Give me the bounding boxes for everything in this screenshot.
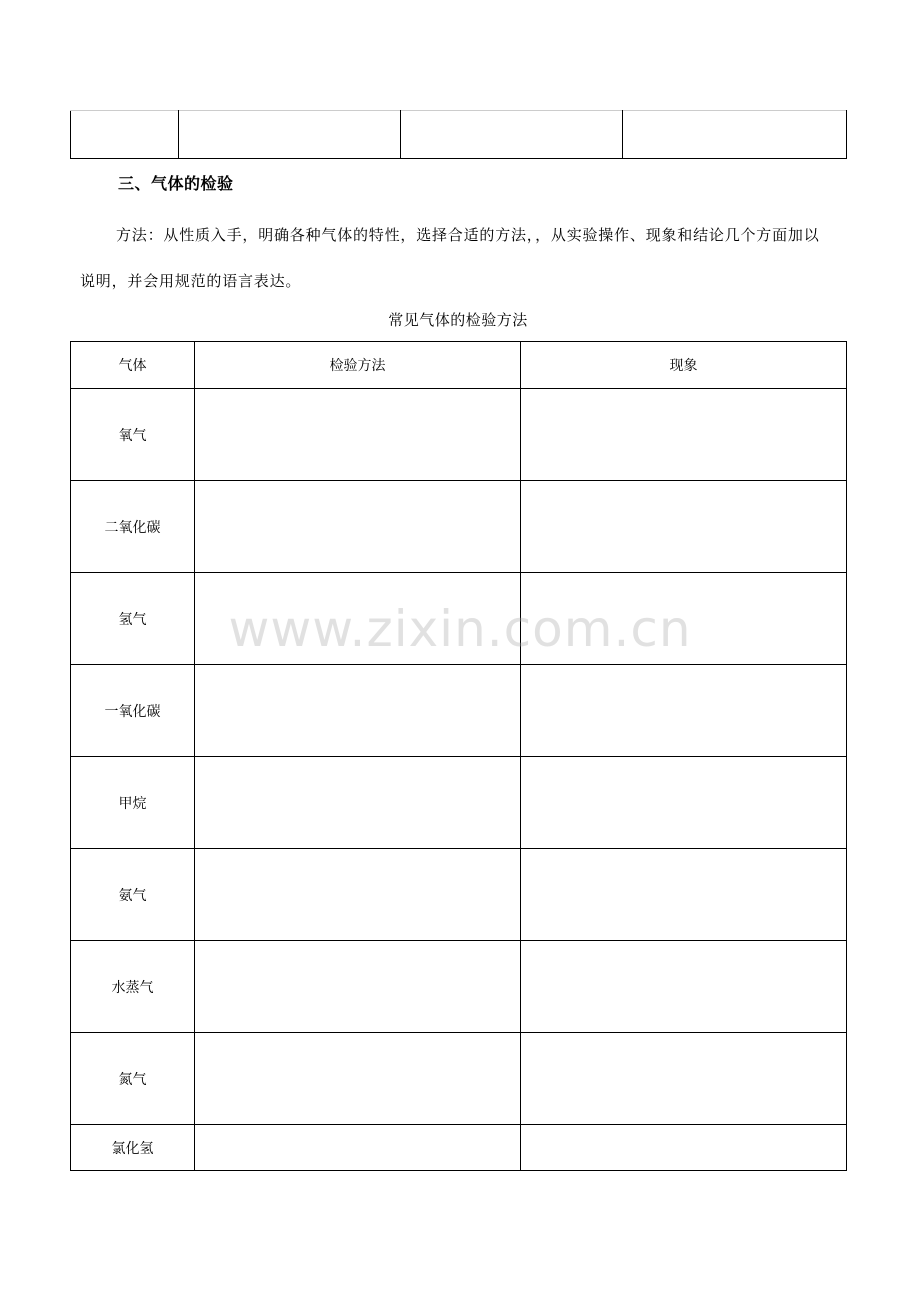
table-caption: 常见气体的检验方法	[388, 311, 528, 329]
method-paragraph: 方法：从性质入手，明确各种气体的特性，选择合适的方法，，从实验操作、现象和结论几个方面加以说明，并会用规范的语言表达。	[80, 226, 820, 290]
section-heading: 三、气体的检验	[118, 174, 234, 193]
previous-table-cell	[179, 111, 401, 159]
header-gas: 气体	[71, 342, 195, 389]
phenomenon-cell[interactable]	[521, 665, 847, 757]
method-cell[interactable]	[195, 1033, 521, 1125]
header-method: 检验方法	[195, 342, 521, 389]
table-header-row	[71, 342, 847, 389]
gas-name-cell: 一氧化碳	[71, 665, 195, 757]
gas-name-cell: 氧气	[71, 389, 195, 481]
method-cell[interactable]	[195, 941, 521, 1033]
method-cell[interactable]	[195, 481, 521, 573]
phenomenon-cell[interactable]	[521, 941, 847, 1033]
table-row	[71, 941, 847, 1033]
watermark-text: www.zixin.com.cn	[228, 600, 692, 658]
table-row	[71, 849, 847, 941]
gas-name-cell: 二氧化碳	[71, 481, 195, 573]
phenomenon-cell[interactable]	[521, 1125, 847, 1171]
table-row	[71, 573, 847, 665]
table-row	[71, 1125, 847, 1171]
gas-name-cell: 氨气	[71, 849, 195, 941]
method-cell[interactable]	[195, 573, 521, 665]
table-row	[71, 481, 847, 573]
method-cell[interactable]	[195, 849, 521, 941]
method-cell[interactable]	[195, 389, 521, 481]
gas-name-cell: 水蒸气	[71, 941, 195, 1033]
table-row	[71, 665, 847, 757]
method-cell[interactable]	[195, 757, 521, 849]
phenomenon-cell[interactable]	[521, 1033, 847, 1125]
previous-table-cell	[71, 111, 179, 159]
method-cell[interactable]	[195, 665, 521, 757]
gas-name-cell: 氮气	[71, 1033, 195, 1125]
table-row	[71, 1033, 847, 1125]
table-row	[71, 757, 847, 849]
phenomenon-cell[interactable]	[521, 389, 847, 481]
phenomenon-cell[interactable]	[521, 849, 847, 941]
method-cell[interactable]	[195, 1125, 521, 1171]
gas-name-cell: 甲烷	[71, 757, 195, 849]
previous-table-cell	[623, 111, 847, 159]
previous-table-fragment	[70, 110, 847, 159]
gas-test-table	[70, 341, 847, 1171]
table-row	[71, 389, 847, 481]
gas-name-cell: 氯化氢	[71, 1125, 195, 1171]
phenomenon-cell[interactable]	[521, 481, 847, 573]
previous-table-cell	[401, 111, 623, 159]
gas-name-cell: 氢气	[71, 573, 195, 665]
phenomenon-cell[interactable]	[521, 573, 847, 665]
header-phenomenon: 现象	[521, 342, 847, 389]
phenomenon-cell[interactable]	[521, 757, 847, 849]
